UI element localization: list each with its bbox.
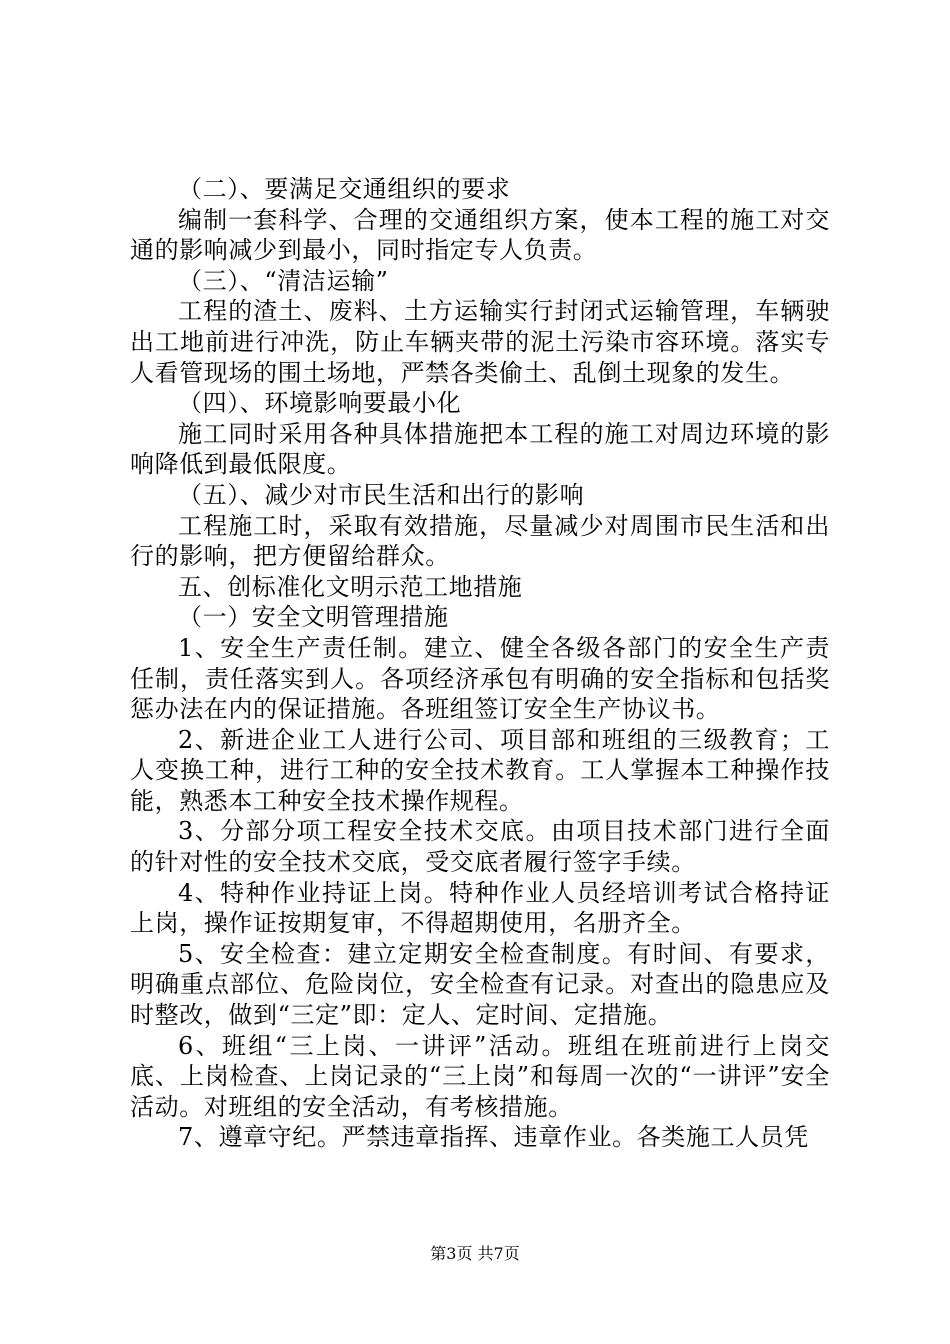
paragraph-item-3: 3、分部分项工程安全技术交底。由项目技术部门进行全面的针对性的安全技术交底，受交底者履行签字手续。	[130, 817, 830, 877]
paragraph-item-6: 6、班组“三上岗、一讲评”活动。班组在班前进行上岗交底、上岗检查、上岗记录的“三上岗”和每周一次的“一讲评”安全活动。对班组的安全活动，有考核措施。	[130, 1031, 830, 1121]
heading-safety-management: （一）安全文明管理措施	[178, 603, 449, 632]
paragraph-item-4: 4、特种作业持证上岗。特种作业人员经培训考试合格持证上岗，操作证按期复审，不得超期使用，名册齐全。	[130, 878, 830, 938]
paragraph-traffic-plan: 编制一套科学、合理的交通组织方案，使本工程的施工对交通的影响减少到最小，同时指定专人负责。	[130, 205, 830, 265]
paragraph-item-2: 2、新进企业工人进行公司、项目部和班组的三级教育；工人变换工种，进行工种的安全技术教育。工人掌握本工种操作技能，熟悉本工种安全技术操作规程。	[130, 725, 830, 815]
heading-citizen-impact: （五）、减少对市民生活和出行的影响	[178, 480, 585, 509]
paragraph-item-1: 1、安全生产责任制。建立、健全各级各部门的安全生产责任制，责任落实到人。各项经济承包有明确的安全指标和包括奖惩办法在内的保证措施。各班组签订安全生产协议书。	[130, 633, 830, 724]
paragraph-clean-transport: 工程的渣土、废料、土方运输实行封闭式运输管理，车辆驶出工地前进行冲洗，防止车辆夹带的泥土污染市容环境。落实专人看管现场的围土场地，严禁各类偷土、乱倒土现象的发生。	[130, 297, 830, 387]
heading-traffic-organization: （二）、要满足交通组织的要求	[178, 175, 511, 203]
paragraph-environment-impact: 施工同时采用各种具体措施把本工程的施工对周边环境的影响降低到最低限度。	[130, 419, 830, 479]
heading-environment-impact: （四）、环境影响要最小化	[178, 389, 462, 418]
paragraph-item-5: 5、安全检查：建立定期安全检查制度。有时间、有要求，明确重点部位、危险岗位，安全检查有记录。对查出的隐患应及时整改，做到“三定”即：定人、定时间、定措施。	[130, 939, 830, 1030]
page-number-footer: 第3页 共7页	[430, 1244, 520, 1263]
paragraph-citizen-impact: 工程施工时，采取有效措施，尽量减少对周围市民生活和出行的影响，把方便留给群众。	[130, 511, 830, 571]
heading-clean-transport: （三）、“清洁运输”	[178, 266, 389, 295]
heading-section-five: 五、创标准化文明示范工地措施	[178, 572, 523, 601]
paragraph-item-7: 7、遵章守纪。严禁违章指挥、违章作业。各类施工人员凭	[178, 1123, 809, 1152]
document-body	[130, 174, 830, 1153]
